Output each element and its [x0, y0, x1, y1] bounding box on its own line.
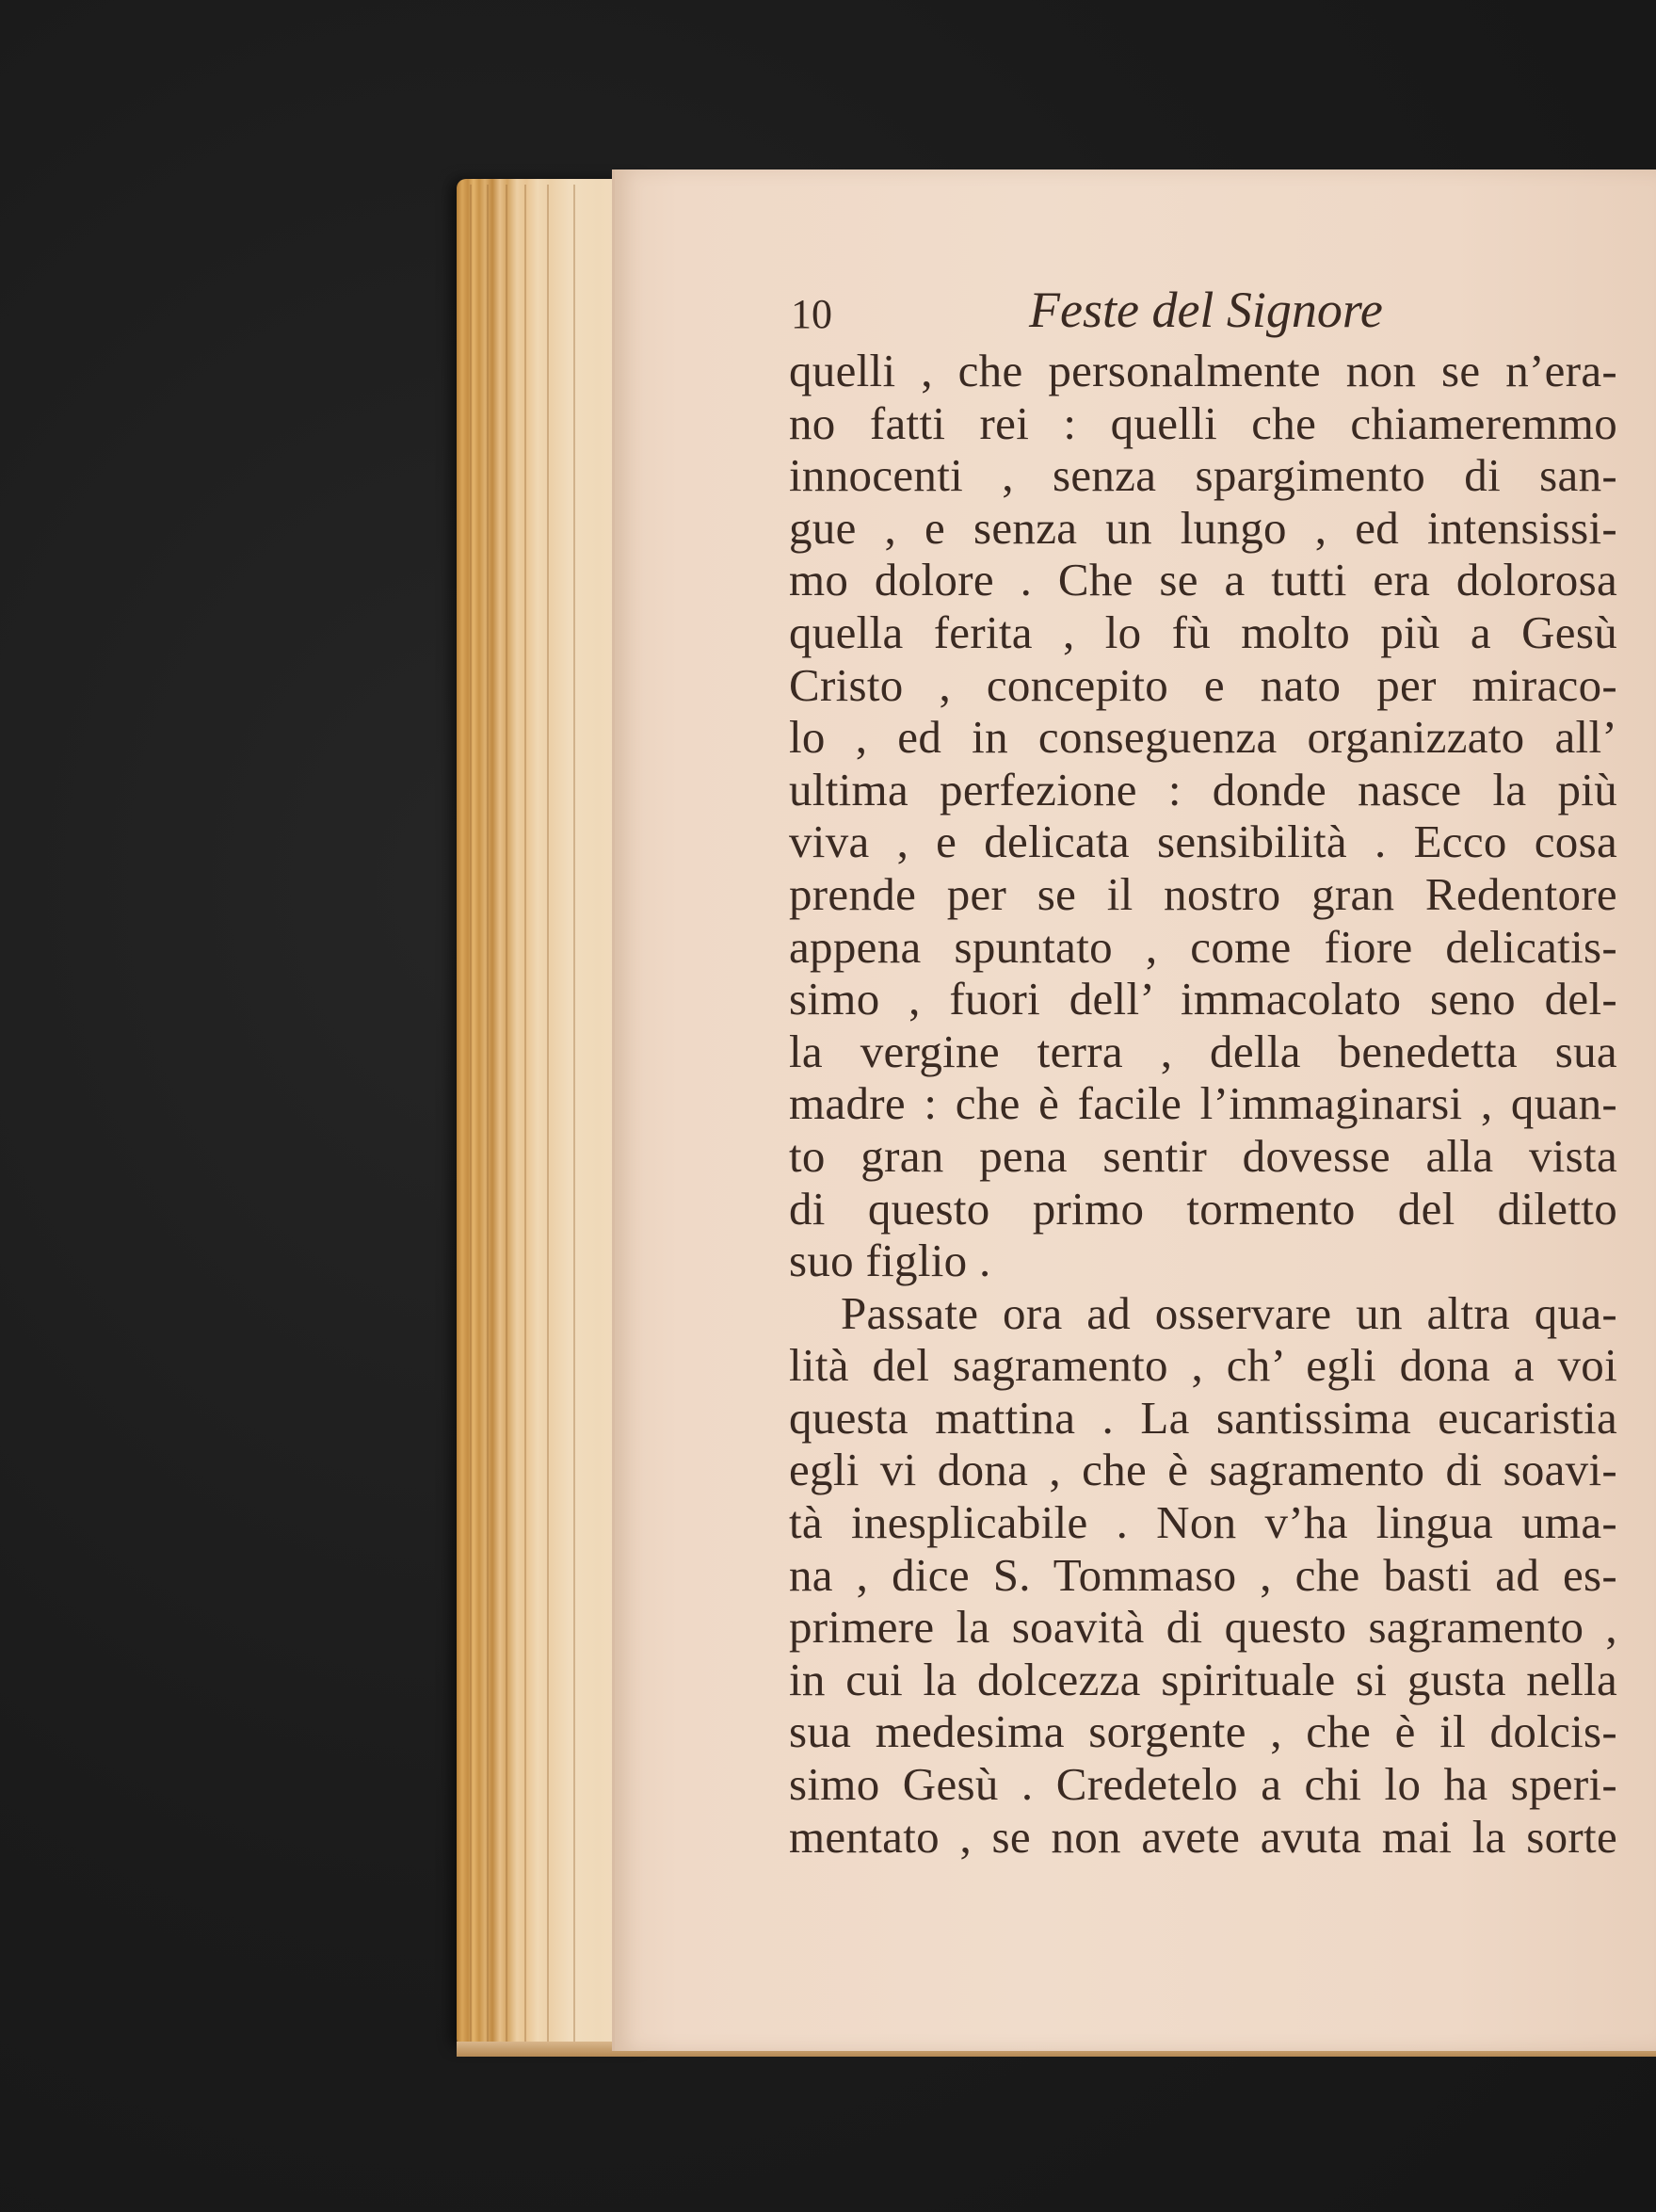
text-line: egli vi dona , che è sagramento di soavi-: [789, 1444, 1617, 1496]
page-number: 10: [791, 291, 832, 337]
text-line: mentato , se non avete avuta mai la sorte: [789, 1810, 1617, 1863]
text-line: Passate ora ad osservare un altra qua-: [841, 1286, 1617, 1339]
page-edge-line: [506, 185, 507, 2042]
text-line: la vergine terra , della benedetta sua: [789, 1025, 1617, 1077]
text-line: madre : che è facile l’immaginarsi , quan-: [789, 1077, 1617, 1130]
text-line: di questo primo tormento del diletto: [789, 1182, 1617, 1235]
text-line: prende per se il nostro gran Redentore: [789, 867, 1617, 920]
page-edge-line: [524, 185, 526, 2042]
page-edge-line: [487, 185, 489, 2042]
text-line: innocenti , senza spargimento di san-: [789, 449, 1617, 502]
text-line: primere la soavità di questo sagramento ,: [789, 1601, 1617, 1654]
text-line: simo Gesù . Credetelo a chi lo ha speri-: [789, 1758, 1617, 1811]
text-line: ultima perfezione : donde nasce la più: [789, 763, 1617, 815]
page-edge-line: [573, 185, 575, 2042]
text-line: to gran pena sentir dovesse alla vista: [789, 1129, 1617, 1182]
text-line: appena spuntato , come fiore delicatis-: [789, 920, 1617, 973]
page-edge-line: [470, 185, 472, 2042]
text-block: [789, 281, 1617, 1863]
text-line: na , dice S. Tommaso , che basti ad es-: [789, 1548, 1617, 1601]
text-line: in cui la dolcezza spirituale si gusta nella: [789, 1653, 1617, 1705]
text-line: quelli , che personalmente non se n’era-: [789, 345, 1617, 396]
text-line: quella ferita , lo fù molto più a Gesù: [789, 605, 1617, 658]
text-line: suo figlio .: [789, 1235, 991, 1287]
text-line: lo , ed in conseguenza organizzato all’: [789, 711, 1617, 764]
body-text: [789, 345, 1617, 1863]
text-line: lità del sagramento , ch’ egli dona a voi: [789, 1339, 1617, 1392]
text-line: gue , e senza un lungo , ed intensissi-: [789, 501, 1617, 554]
text-line: no fatti rei : quelli che chiameremmo: [789, 396, 1617, 449]
text-line: viva , e delicata sensibilità . Ecco cosa: [789, 815, 1617, 868]
text-line: sua medesima sorgente , che è il dolcis-: [789, 1705, 1617, 1758]
text-line: tà inesplicabile . Non v’ha lingua uma-: [789, 1496, 1617, 1549]
text-line: simo , fuori dell’ immacolato seno del-: [789, 973, 1617, 1025]
page-edge-line: [547, 185, 549, 2042]
running-title: Feste del Signore: [1029, 282, 1383, 338]
text-line: mo dolore . Che se a tutti era dolorosa: [789, 554, 1617, 606]
running-head: [789, 281, 1617, 339]
text-line: Cristo , concepito e nato per miraco-: [789, 658, 1617, 711]
text-line: questa mattina . La santissima eucaristia: [789, 1391, 1617, 1444]
